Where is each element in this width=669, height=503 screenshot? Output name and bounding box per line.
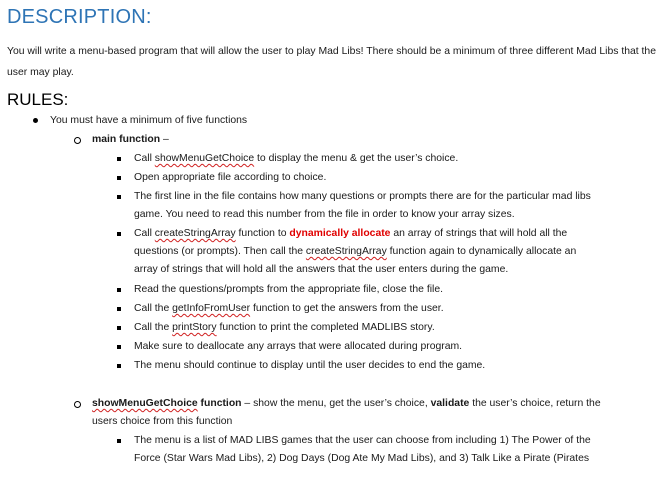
- emphasis-bold: validate: [430, 398, 470, 409]
- function-name: getInfoFromUser: [172, 303, 251, 314]
- bullet-square: [117, 176, 121, 180]
- bullet-square: [117, 364, 121, 368]
- main-item-5: Read the questions/prompts from the appropriate file, close the file.: [134, 284, 443, 295]
- bullet-square: [117, 439, 121, 443]
- text-segment: function to print the completed MADLIBS story.: [216, 322, 435, 333]
- emphasis-red: dynamically allocate: [289, 228, 391, 239]
- text-segment: function to get the answers from the user.: [250, 303, 444, 314]
- bullet-circle: [74, 401, 81, 408]
- main-item-2: Open appropriate file according to choice.: [134, 172, 327, 183]
- text-segment: function to: [235, 228, 290, 239]
- show-menu-function-desc-line-2: users choice from this function: [92, 416, 233, 427]
- functions-requirement: You must have a minimum of five functions: [50, 115, 248, 126]
- bullet-square: [117, 232, 121, 236]
- text-segment: – show the menu, get the user’s choice,: [241, 398, 431, 409]
- text-segment: questions (or prompts). Then call the: [134, 246, 306, 257]
- main-item-4-line-2: [134, 243, 576, 261]
- text-segment: function again to dynamically allocate an: [386, 246, 577, 257]
- main-item-6: [134, 300, 444, 318]
- text-segment: the user’s choice, return the: [469, 398, 601, 409]
- bullet-square: [117, 326, 121, 330]
- rules-heading: RULES:: [7, 90, 69, 109]
- text-segment: Call the: [134, 322, 173, 333]
- text-segment: Call the: [134, 303, 173, 314]
- main-item-8: Make sure to deallocate any arrays that were allocated during program.: [134, 341, 463, 352]
- main-function-label: main function: [92, 134, 161, 145]
- main-item-3-line-1: The first line in the file contains how many questions or prompts there are for the particular mad libs: [134, 191, 591, 202]
- text-segment: to display the menu & get the user’s choice.: [254, 153, 459, 164]
- bullet-square: [117, 157, 121, 161]
- bullet-square: [117, 195, 121, 199]
- main-item-9: The menu should continue to display until the user decides to end the game.: [134, 360, 486, 371]
- main-function-dash: –: [160, 134, 169, 145]
- main-function-heading: [92, 131, 169, 149]
- bullet-dot: [33, 118, 38, 123]
- function-name: showMenuGetChoice: [154, 153, 255, 164]
- text-segment: Call: [134, 228, 155, 239]
- text-segment: Call: [134, 153, 155, 164]
- function-name: printStory: [172, 322, 217, 333]
- function-name: showMenuGetChoice: [92, 398, 198, 409]
- intro-paragraph: You will write a menu-based program that will allow the user to play Mad Libs! There should be a minimum of three different Mad Libs that the user may play.: [7, 46, 656, 78]
- text-segment: an array of strings that will hold all the: [390, 228, 568, 239]
- function-name: createStringArray: [305, 246, 387, 257]
- main-item-1: [134, 150, 458, 168]
- bullet-circle: [74, 137, 81, 144]
- main-item-4-line-3: array of strings that will hold all the answers that the user enters during the game.: [134, 264, 509, 275]
- main-item-4-line-1: [134, 225, 567, 243]
- bullet-square: [117, 307, 121, 311]
- show-menu-item-line-2: Force (Star Wars Mad Libs), 2) Dog Days (Dog Ate My Mad Libs), and 3) Talk Like a Pirate (Pirates: [134, 453, 590, 464]
- function-name: createStringArray: [154, 228, 236, 239]
- description-heading: DESCRIPTION:: [7, 6, 152, 28]
- bullet-square: [117, 345, 121, 349]
- show-menu-item-line-1: The menu is a list of MAD LIBS games that the user can choose from including 1) The Power of the: [134, 435, 591, 446]
- bullet-square: [117, 288, 121, 292]
- show-menu-function-heading: [92, 395, 601, 413]
- main-item-7: [134, 319, 435, 337]
- text-segment: function: [197, 398, 242, 409]
- main-item-3-line-2: game. You need to read this number from the file in order to know your array sizes.: [134, 209, 515, 220]
